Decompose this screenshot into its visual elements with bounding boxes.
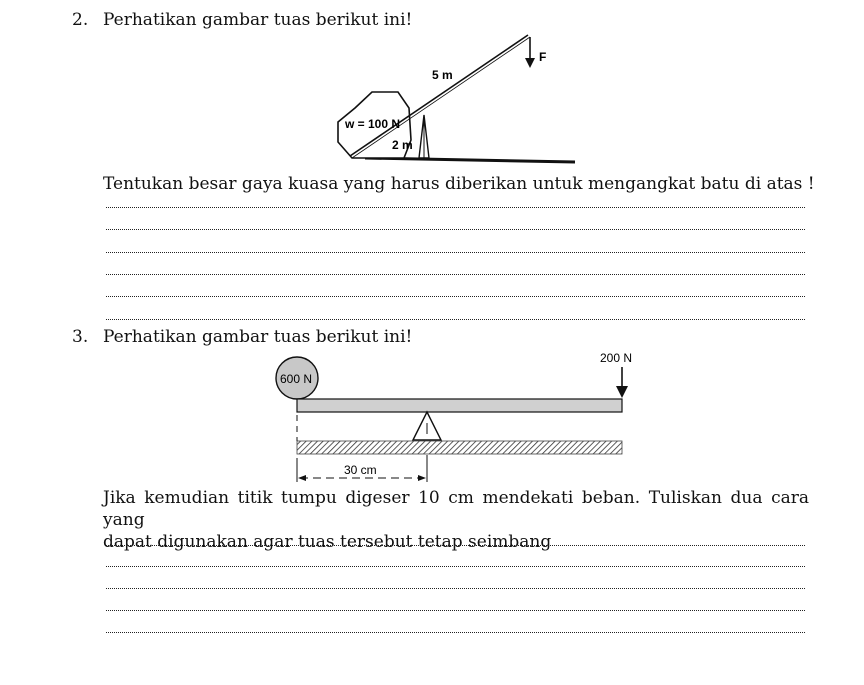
answer-line[interactable] <box>106 588 805 589</box>
lever-beam <box>297 399 622 412</box>
question-3-task <box>103 487 809 553</box>
answer-line[interactable] <box>106 566 805 567</box>
effort-arrowhead <box>616 386 628 398</box>
answer-line[interactable] <box>106 319 805 320</box>
question-3-number: 3. <box>72 327 89 347</box>
question-2-number: 2. <box>72 10 89 30</box>
force-label: F <box>539 50 547 64</box>
answer-line[interactable] <box>106 207 805 208</box>
long-arm-label: 5 m <box>432 68 453 82</box>
question-3-prompt: Perhatikan gambar tuas berikut ini! <box>103 327 413 347</box>
answer-line[interactable] <box>106 610 805 611</box>
question-2-task: Tentukan besar gaya kuasa yang harus diberikan untuk mengangkat batu di atas ! <box>103 174 815 194</box>
short-arm-label: 2 m <box>392 138 413 152</box>
question-2-prompt: Perhatikan gambar tuas berikut ini! <box>103 10 413 30</box>
distance-label: 30 cm <box>344 463 377 477</box>
weight-label: w = 100 N <box>345 117 401 131</box>
answer-line[interactable] <box>106 545 805 546</box>
answer-line[interactable] <box>106 274 805 275</box>
lever-figure-balance <box>0 345 864 485</box>
force-arrowhead <box>525 58 535 68</box>
ground-hatched <box>297 441 622 454</box>
answer-line[interactable] <box>106 632 805 633</box>
answer-line[interactable] <box>106 296 805 297</box>
effort-label: 200 N <box>600 351 633 365</box>
answer-line[interactable] <box>106 252 805 253</box>
answer-line[interactable] <box>106 229 805 230</box>
load-label: 600 N <box>280 372 313 386</box>
question-3-task-line-1: Jika kemudian titik tumpu digeser 10 cm mendekati beban. Tuliskan dua cara yang <box>103 488 809 530</box>
lever-figure-rock <box>0 0 864 180</box>
question-3-task-line-2: dapat digunakan agar tuas tersebut tetap seimbang <box>103 532 552 552</box>
